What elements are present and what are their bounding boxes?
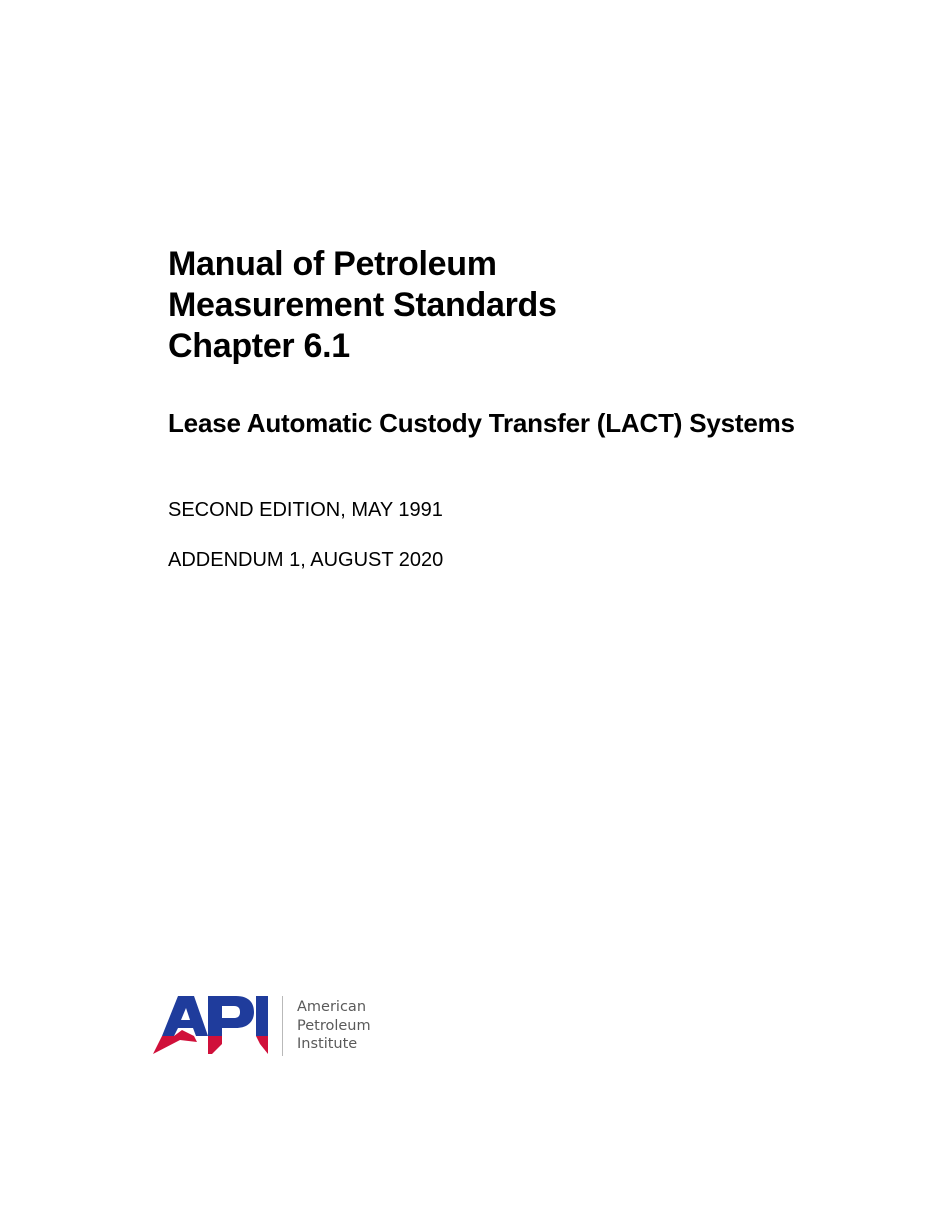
title-line-3: Chapter 6.1 — [168, 327, 350, 365]
api-logo — [150, 992, 390, 1062]
addendum-text: ADDENDUM 1, AUGUST 2020 — [168, 549, 444, 571]
logo-divider — [282, 996, 283, 1056]
document-title — [168, 244, 868, 367]
logo-i-shape — [256, 996, 268, 1036]
title-line-2: Measurement Standards — [168, 286, 557, 324]
logo-p-red-tail — [208, 1036, 222, 1054]
title-line-1: Manual of Petroleum — [168, 245, 497, 283]
logo-text-line-3: Institute — [297, 1036, 358, 1052]
logo-organization-name — [297, 998, 371, 1054]
logo-p-shape — [208, 996, 254, 1036]
logo-i-red-tail — [256, 1036, 268, 1054]
logo-text-line-1: American — [297, 999, 367, 1015]
edition-text: SECOND EDITION, MAY 1991 — [168, 499, 443, 521]
document-subtitle: Lease Automatic Custody Transfer (LACT) Systems — [168, 408, 795, 438]
logo-text-line-2: Petroleum — [297, 1017, 371, 1034]
api-logo-mark-icon — [150, 992, 270, 1058]
